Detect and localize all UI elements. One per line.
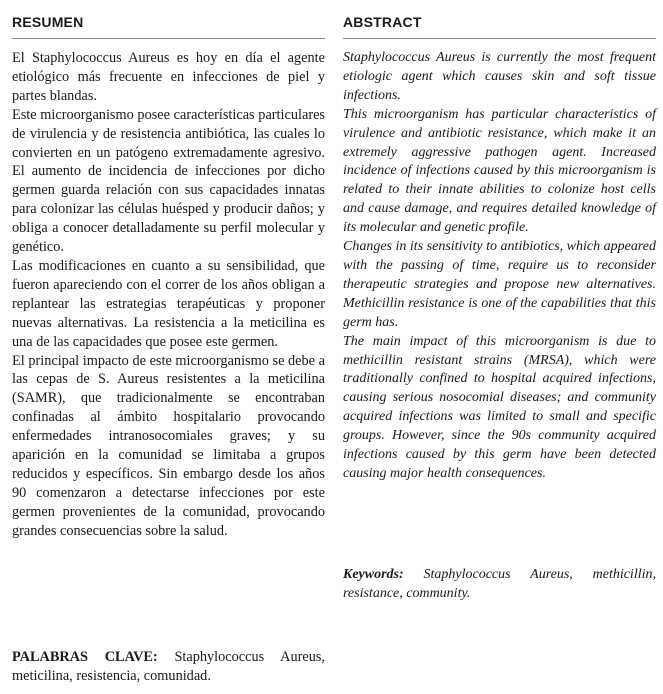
keywords [343,566,656,604]
abstract-paragraph: Changes in its sensitivity to antibiotics, which appeared with the passing of time, require us to reconsider therapeutic strategies and propose new alternatives. Methicillin resistance is one of the capabilities that this germ has. [343,239,656,330]
resumen-paragraph: Este microorganismo posee características particulares de virulencia y de resistencia antibiótica, las cuales lo convierten en un patógeno extremadamente agresivo. El aumento de incidencia de infecciones por dicho germen guarda relación con sus capacidades innatas para colonizar las células huésped y producir daños; y obliga a conocer detalladamente su perfil molecular y genético. [12,106,325,256]
resumen-paragraph: El Staphylococcus Aureus es hoy en día el agente etiológico más frecuente en infecciones de piel y partes blandas. [12,50,325,104]
abstract-paragraph: This microorganism has particular characteristics of virulence and antibiotic resistance, which make it an extremely aggressive pathogen agent. Increased incidence of infections caused by this microorganism is related to their innate abilities to colonize host cells and cause damage, and requires detailed knowledge of its molecular and genetic profile. [343,106,656,236]
keywords-label: Keywords: [343,567,404,582]
resumen-heading-rule [12,38,325,39]
keywords-list: Staphylococcus Aureus, methicillin, resistance, community. [343,567,656,601]
palabras-clave [12,648,325,686]
abstract-paragraph: Staphylococcus Aureus is currently the most frequent etiologic agent which causes skin and soft tissue infections. [343,50,656,103]
abstract-heading-rule [343,38,656,39]
abstract-heading: ABSTRACT [343,14,422,30]
resumen-paragraph: Las modificaciones en cuanto a su sensibilidad, que fueron apareciendo con el correr de los años obligan a replantear las estrategias terapéuticas y proponer nuevas alternativas. La resistencia a la meticilina es una de las capacidades que posee este germen. [12,257,325,350]
resumen-body [12,49,325,541]
abstract-body [343,49,656,484]
abstract-paragraph: The main impact of this microorganism is due to methicillin resistant strains (MRSA), which were traditionally confined to hospital acquired infections, causing serious nosocomial diseases; and community acquired infections was limited to small and specific groups. However, since the 90s community acquired infections caused by this germ have been detected causing major health consequences. [343,333,656,481]
palabras-clave-label: PALABRAS CLAVE: [12,649,158,665]
resumen-heading: RESUMEN [12,14,84,30]
palabras-clave-list: Staphylococcus Aureus, meticilina, resistencia, comunidad. [12,649,325,684]
resumen-paragraph: El principal impacto de este microorganismo se debe a las cepas de S. Aureus resistentes a la meticilina (SAMR), que tradicionalmente se encontraban confinadas al ámbito hospitalario provocando enfermedades intranosocomiales graves; y su aparición en la comunidad se limitaba a grupos reducidos y específicos. Sin embargo desde los años 90 comenzaron a detectarse infecciones por este germen provenientes de la comunidad, provocando grandes consecuencias sobre la salud. [12,352,325,539]
